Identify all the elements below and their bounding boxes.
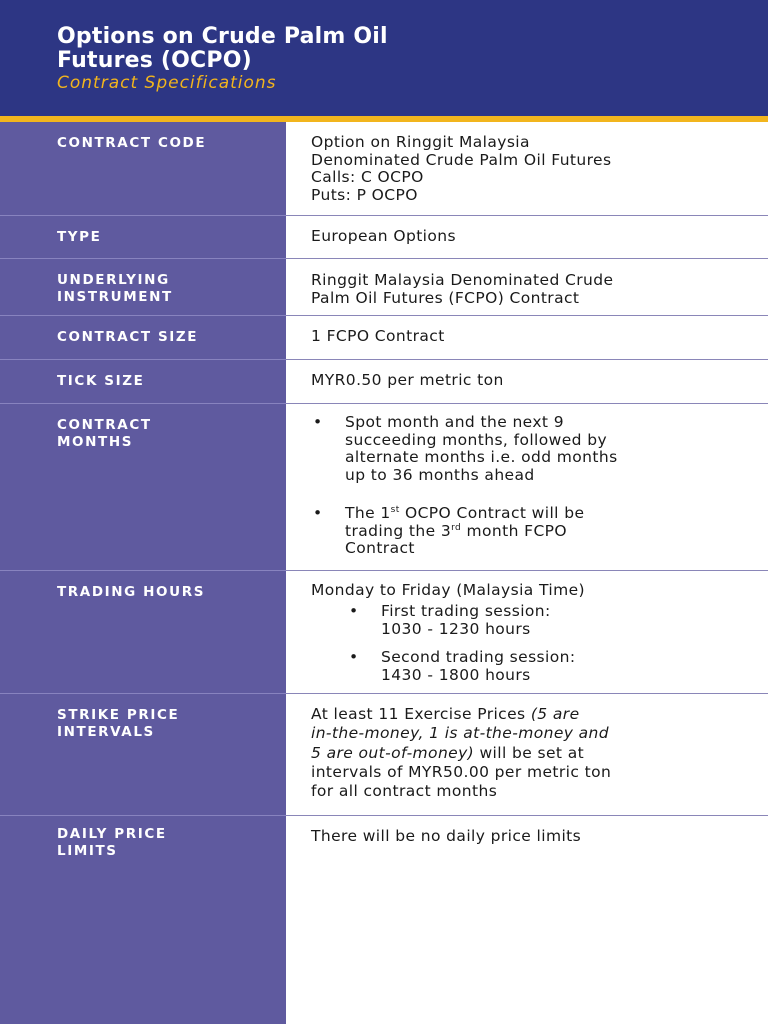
contract-months-list: [311, 414, 751, 558]
value-line: Monday to Friday (Malaysia Time): [311, 581, 585, 599]
superscript: rd: [451, 522, 462, 533]
label-strike-price-intervals: [57, 707, 277, 741]
list-item: [311, 602, 751, 638]
value-line: Palm Oil Futures (FCPO) Contract: [311, 289, 580, 307]
value-line: Denominated Crude Palm Oil Futures: [311, 150, 612, 169]
label-tick-size: TICK SIZE: [57, 373, 145, 389]
value-line: Ringgit Malaysia Denominated Crude: [311, 271, 614, 289]
page-header: [0, 0, 768, 116]
list-item: [311, 648, 751, 684]
label-line: LIMITS: [57, 843, 118, 859]
value-daily-price-limits: There will be no daily price limits: [311, 827, 582, 845]
label-line: DAILY PRICE: [57, 826, 167, 842]
text-run-italic: 5 are out-of-money): [311, 743, 475, 762]
label-type: TYPE: [57, 229, 102, 245]
text-run: trading the 3: [345, 521, 452, 540]
value-line: Contract: [345, 539, 415, 557]
text-run: OCPO Contract will be: [399, 504, 585, 522]
value-strike-price-intervals: [311, 705, 751, 801]
value-line: [311, 705, 751, 724]
label-line: INTERVALS: [57, 724, 155, 740]
value-underlying-instrument: [311, 271, 751, 307]
label-contract-code: CONTRACT CODE: [57, 135, 207, 151]
label-contract-size: CONTRACT SIZE: [57, 329, 199, 345]
text-run: month FCPO: [461, 521, 568, 540]
bullet-icon: •: [349, 648, 359, 666]
row-trading-hours: [0, 571, 768, 694]
label-daily-price-limits: [57, 826, 277, 860]
label-line: MONTHS: [57, 434, 134, 450]
label-contract-months: [57, 417, 277, 451]
value-type: European Options: [311, 227, 456, 245]
row-daily-price-limits: [0, 816, 768, 876]
value-line: for all contract months: [311, 782, 498, 801]
row-strike-price-intervals: [0, 694, 768, 816]
value-line: intervals of MYR50.00 per metric ton: [311, 762, 612, 781]
value-tick-size: MYR0.50 per metric ton: [311, 371, 504, 389]
row-underlying-instrument: [0, 259, 768, 316]
value-line: Spot month and the next 9: [345, 413, 564, 431]
value-line: [311, 744, 751, 763]
row-contract-size: [0, 316, 768, 360]
title-line-2: Futures (OCPO): [57, 48, 252, 73]
text-run: will be set at: [474, 743, 585, 762]
row-tick-size: [0, 360, 768, 404]
trading-sessions-list: [311, 602, 751, 684]
text-run: The 1: [345, 504, 391, 522]
bullet-icon: •: [313, 504, 323, 522]
value-line: succeeding months, followed by: [345, 430, 608, 449]
text-run-italic: (5 are: [530, 705, 580, 723]
label-line: INSTRUMENT: [57, 289, 173, 305]
value-line: 1430 - 1800 hours: [381, 666, 531, 684]
value-line: [345, 523, 751, 541]
value-line: Puts: P OCPO: [311, 185, 418, 204]
spec-table: [0, 122, 768, 876]
label-line: UNDERLYING: [57, 272, 170, 288]
bullet-icon: •: [349, 602, 359, 620]
list-item: [311, 505, 751, 558]
value-line: [345, 505, 751, 523]
superscript: st: [390, 505, 400, 515]
value-line: Second trading session:: [381, 648, 576, 666]
label-underlying-instrument: [57, 272, 277, 306]
bullet-icon: •: [313, 413, 323, 431]
page-subtitle: Contract Specifications: [57, 73, 277, 93]
page-title: [57, 25, 737, 73]
value-contract-months: [311, 414, 751, 558]
value-contract-code: [311, 134, 751, 204]
text-run: At least 11 Exercise Prices: [311, 705, 531, 723]
value-contract-size: 1 FCPO Contract: [311, 327, 445, 345]
title-line-1: Options on Crude Palm Oil: [57, 24, 388, 49]
label-line: CONTRACT: [57, 417, 152, 433]
value-line: alternate months i.e. odd months: [345, 448, 618, 466]
value-line: First trading session:: [381, 602, 551, 620]
value-line: Calls: C OCPO: [311, 168, 424, 186]
value-line: up to 36 months ahead: [345, 465, 535, 484]
row-contract-code: [0, 122, 768, 216]
label-line: STRIKE PRICE: [57, 707, 180, 723]
value-line: 1030 - 1230 hours: [381, 620, 531, 638]
list-item: [311, 414, 751, 484]
row-contract-months: [0, 404, 768, 571]
value-line: Option on Ringgit Malaysia: [311, 133, 530, 151]
value-trading-hours: [311, 581, 751, 684]
label-trading-hours: TRADING HOURS: [57, 584, 206, 600]
value-line: in-the-money, 1 is at-the-money and: [311, 724, 610, 743]
row-type: [0, 216, 768, 259]
